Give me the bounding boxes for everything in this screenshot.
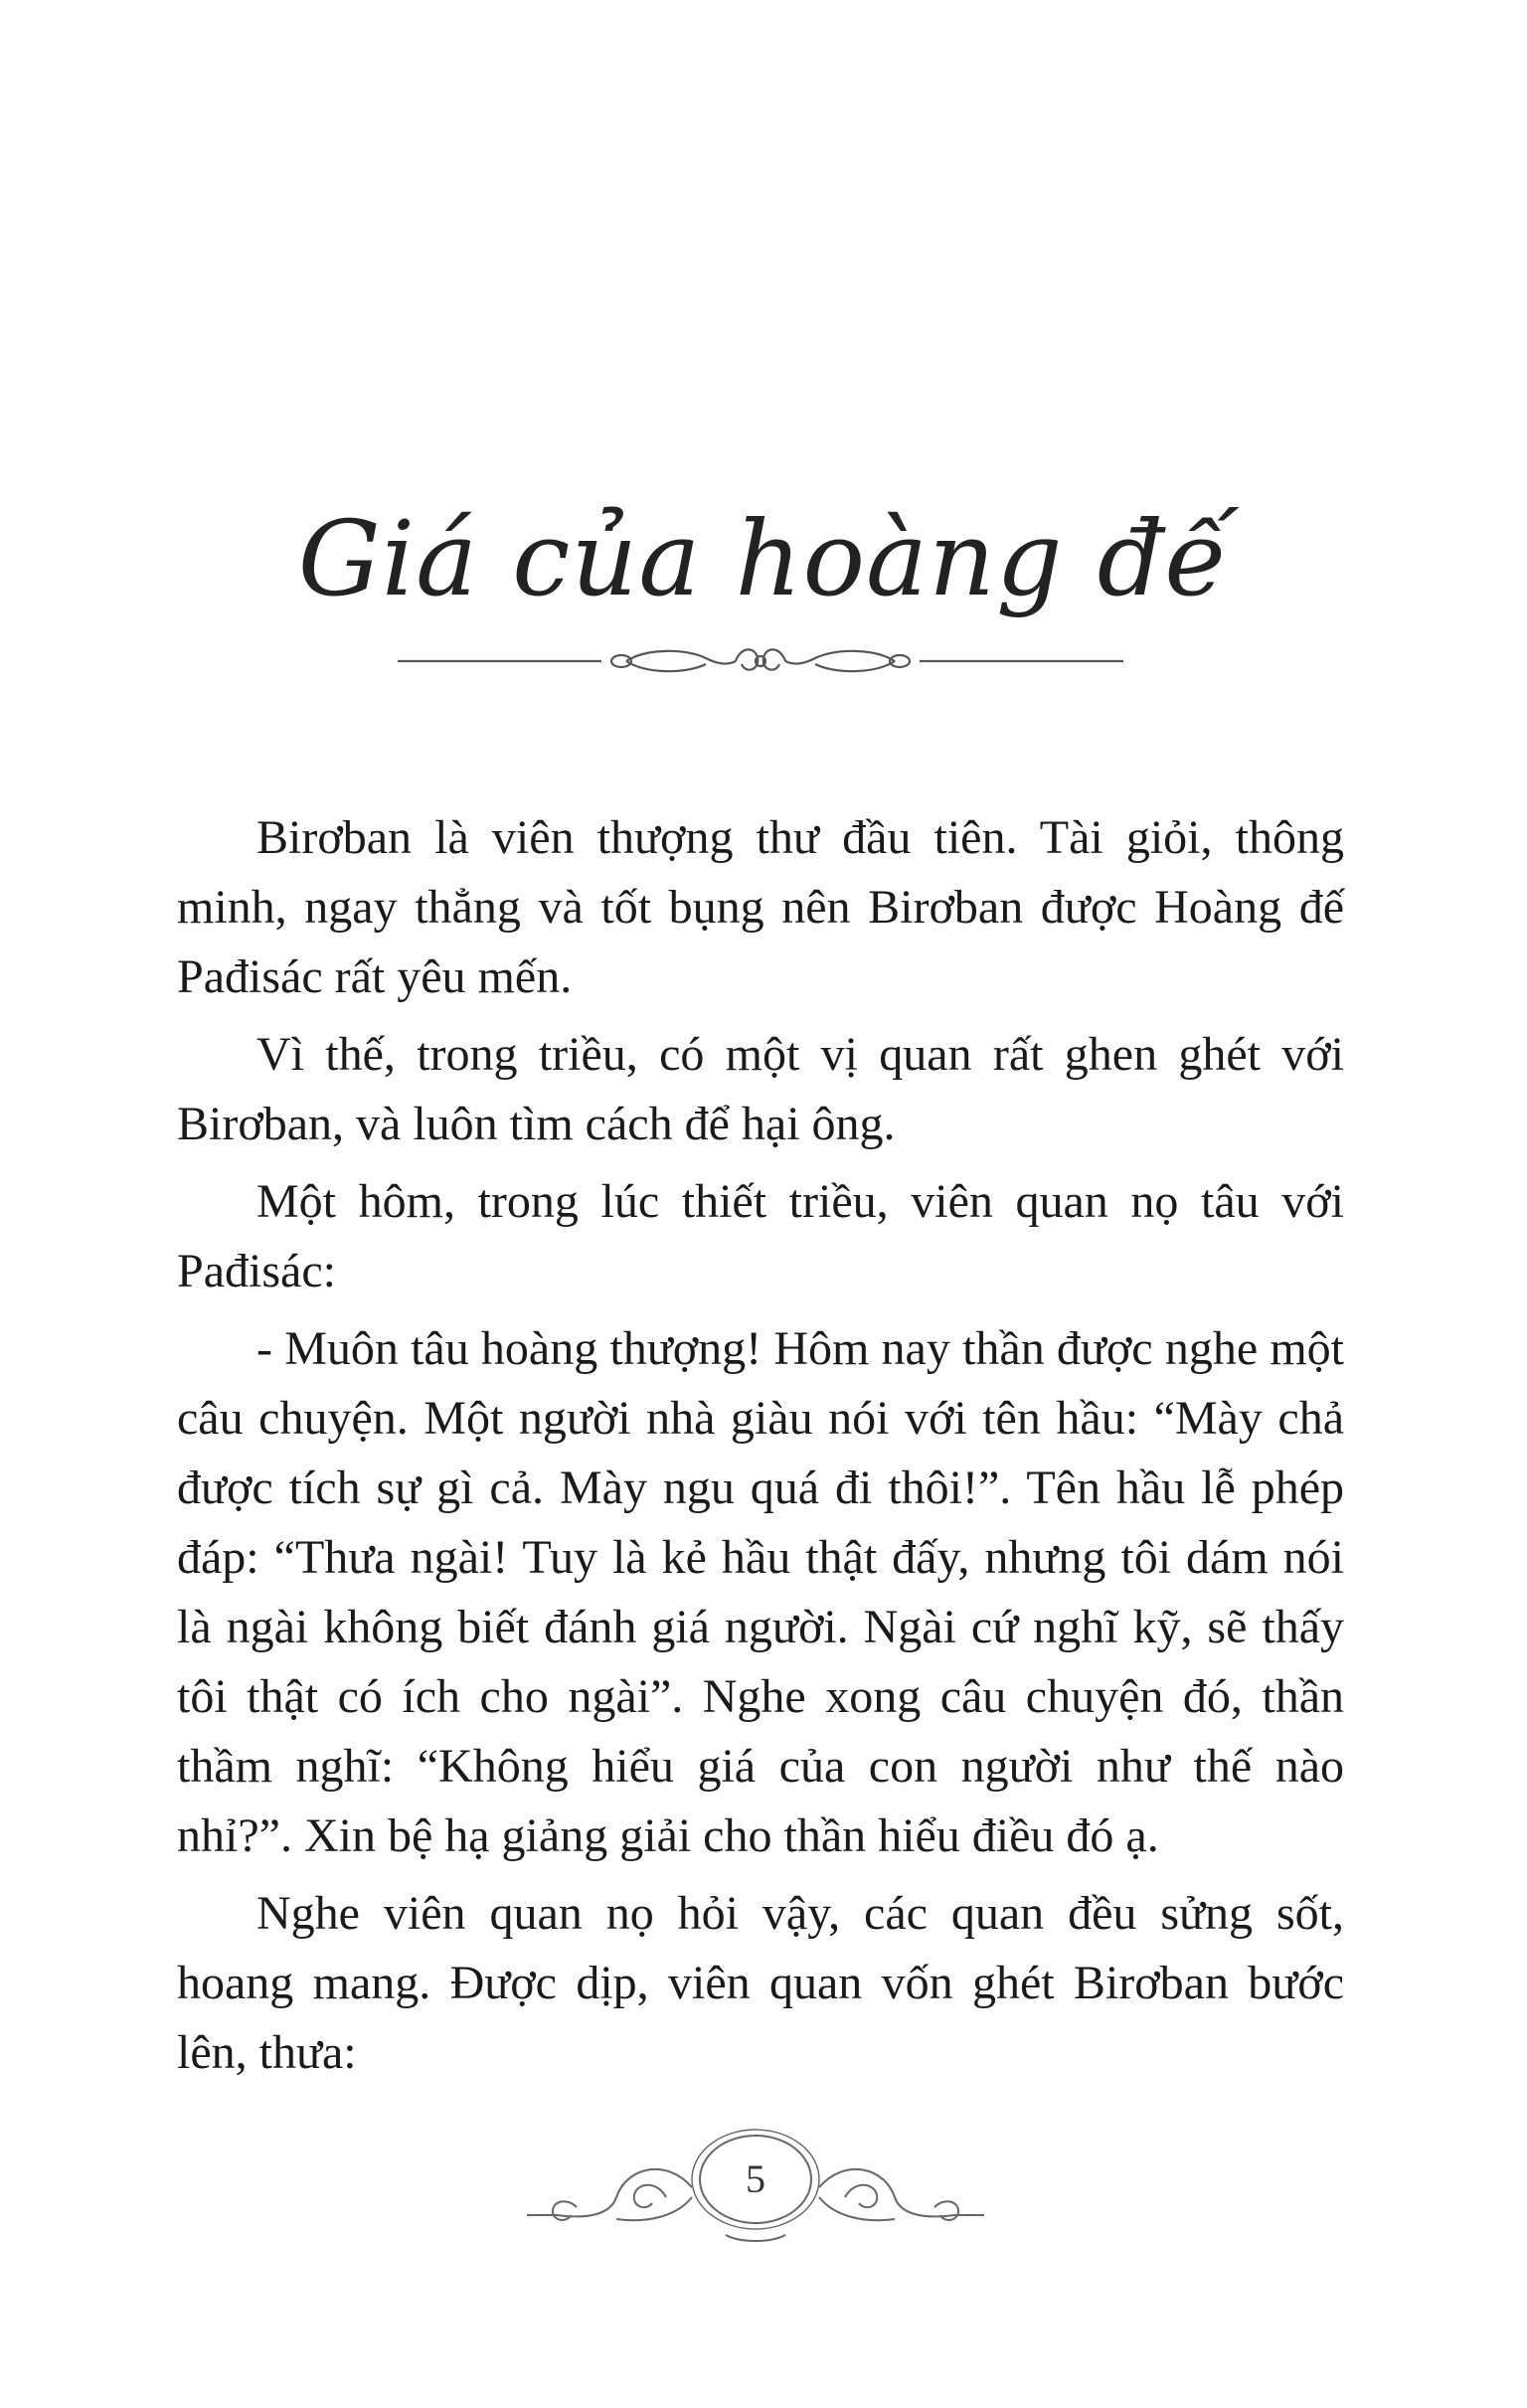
chapter-title: Giá của hoàng đế	[297, 498, 1230, 619]
paragraph: Một hôm, trong lúc thiết triều, viên quan nọ tâu với Pađisác:	[177, 1175, 1344, 1297]
paragraph: Birơban là viên thượng thư đầu tiên. Tài giỏi, thông minh, ngay thẳng và tốt bụng nên Birơban được Hoàng đế Pađisác rất yêu mến.	[177, 811, 1344, 1003]
title-divider-ornament	[398, 636, 1123, 686]
paragraph: Nghe viên quan nọ hỏi vậy, các quan đều sửng sốt, hoang mang. Được dịp, viên quan vốn ghét Birơban bước lên, thưa:	[177, 1887, 1344, 2079]
body-text	[177, 803, 1344, 2096]
paragraph: Vì thế, trong triều, có một vị quan rất ghen ghét với Birơban, và luôn tìm cách để hại ông.	[177, 1028, 1344, 1150]
paragraph: - Muôn tâu hoàng thượng! Hôm nay thần được nghe một câu chuyện. Một người nhà giàu nói với tên hầu: “Mày chả được tích sự gì cả. Mày ngu quá đi thôi!”. Tên hầu lễ phép đáp: “Thưa ngài! Tuy là kẻ hầu thật đấy, nhưng tôi dám nói là ngài không biết đánh giá người. Ngài cứ nghĩ kỹ, sẽ thấy tôi thật có ích cho ngài”. Nghe xong câu chuyện đó, thần thầm nghĩ: “Không hiểu giá của con người như thế nào nhỉ?”. Xin bệ hạ giảng giải cho thần hiểu điều đó ạ.	[177, 1322, 1344, 1862]
page-number: 5	[746, 2156, 765, 2201]
